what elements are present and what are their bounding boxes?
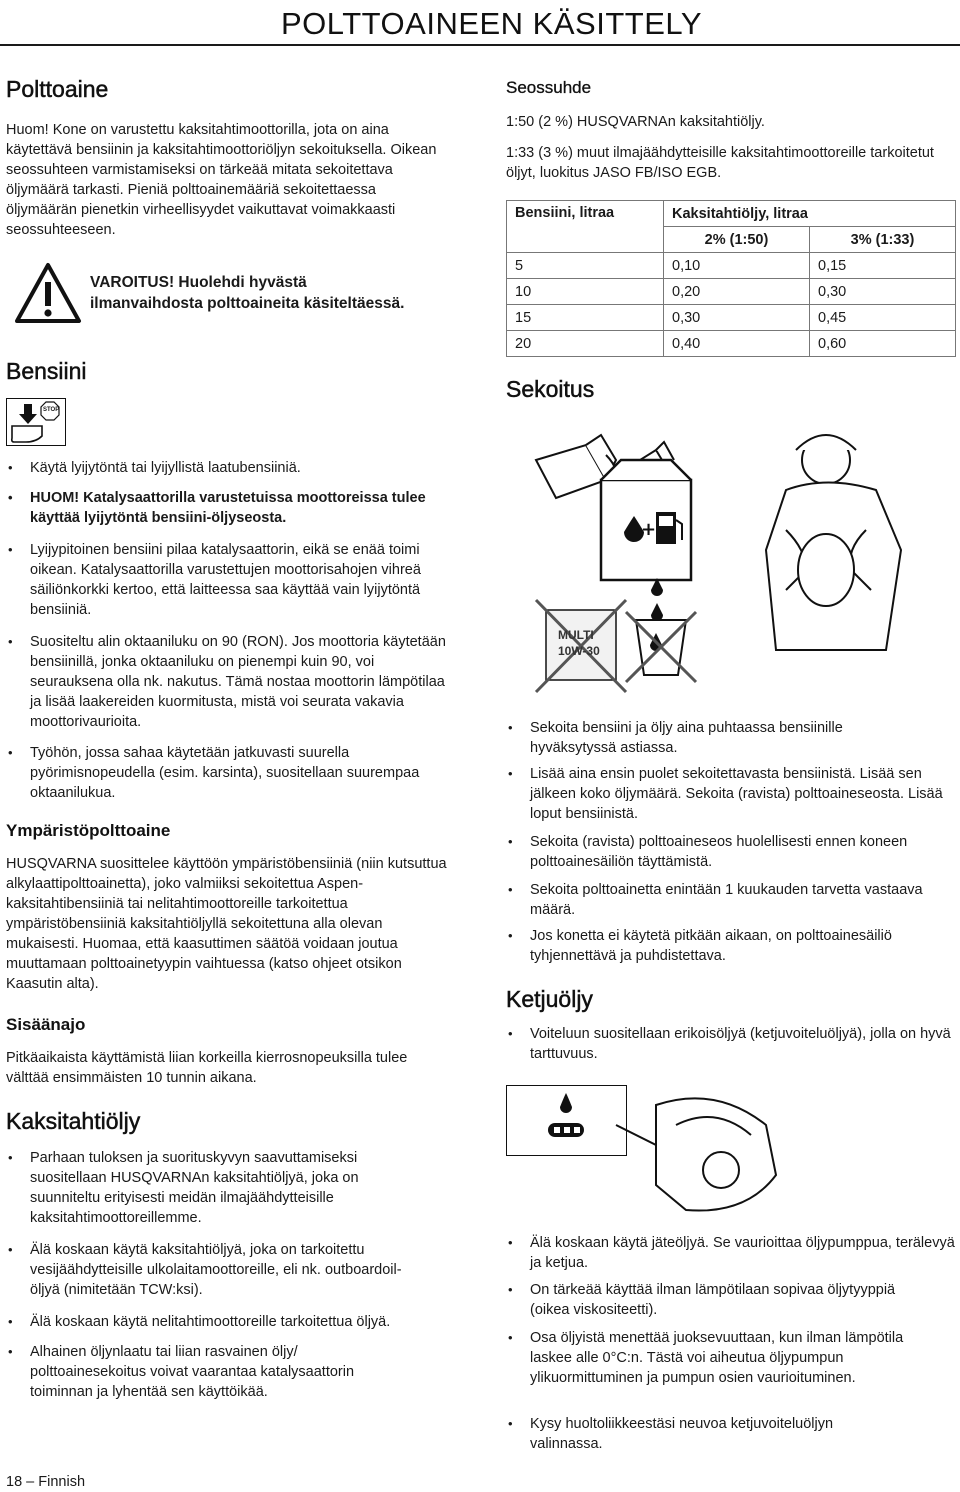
- ketjuoljy-list-3: [506, 1328, 906, 1388]
- table-cell: 0,15: [810, 253, 956, 279]
- left-column: [6, 0, 451, 1492]
- table-cell: 10: [507, 279, 664, 305]
- table-cell: 20: [507, 331, 664, 357]
- list-item: • Suositeltu alin oktaaniluku on 90 (RON). Jos moottoria käytetään bensiinillä, jonka oktaaniluku on pienempi kuin 90, voi seurauksena olla nk. nakutus. Tämä nostaa moottorin lämpötilaa ja lisää laakereiden kuormitusta, mistä voi seurata vakavia moottorivaurioita.: [6, 632, 451, 732]
- footer-language: Finnish: [38, 1474, 86, 1490]
- list-item: • Voiteluun suositellaan erikoisöljyä (ketjuvoiteluöljyä), jolla on hyvä tarttuvuus.: [506, 1024, 956, 1064]
- chainsaw-illustration: [506, 1085, 806, 1225]
- footer-dash: –: [26, 1474, 35, 1490]
- list-item: • Osa öljyistä menettää juoksevuuttaan, kun ilman lämpötila laskee alle 0°C:n. Tästä voi aiheutua öljypumpun ylikuormittuminen ja pumpun osien vaurioituminen.: [506, 1328, 906, 1388]
- kaksitahtioljy-list-4: [6, 1342, 406, 1402]
- bensiini-list-5: [6, 743, 426, 803]
- page-footer: [6, 1474, 85, 1490]
- ymparisto-text: HUSQVARNA suosittelee käyttöön ympäristöbensiiniä (niin kutsuttua alkylaattipolttoainetta), joko valmiiksi sekoitettua Aspen-kaksitahtibensiiniä tai nelitahtimoottoreille tarkoitettua ympäristöbensiiniä kaksitahtiöljyllä sekoitettuna alla olevan mukaisesti. Huomaa, että kaasuttimen säätöä voidaan joutua muuttamaan polttoainetyypin vaihtuessa (katso ohjeet otsikon Kaasutin alta).: [6, 856, 447, 992]
- kaksitahtioljy-list-3: [6, 1312, 451, 1332]
- crossed-bucket-icon: [626, 612, 696, 682]
- chain-oil-icon: [507, 1086, 627, 1156]
- table-subheader-3pct: 3% (1:33): [810, 227, 956, 253]
- list-item: • Älä koskaan käytä jäteöljyä. Se vaurioittaa öljypumppua, terälevyä ja ketjua.: [506, 1233, 956, 1273]
- table-row: [507, 305, 956, 331]
- list-item: • Älä koskaan käytä nelitahtimoottoreille tarkoitettua öljyä.: [6, 1312, 451, 1332]
- seossuhde-heading: Seossuhde: [506, 78, 592, 97]
- table-cell: 0,20: [664, 279, 810, 305]
- sisaanajo-text: Pitkäaikaista käyttämistä liian korkeilla kierrosnopeuksilla tulee välttää ensimmäisten 10 tunnin aikana.: [6, 1050, 408, 1086]
- table-row: [507, 331, 956, 357]
- list-item: • On tärkeää käyttää ilman lämpötilaan sopivaa öljytyyppiä (oikea viskositeetti).: [506, 1280, 936, 1320]
- table-header-bensiini: Bensiini, litraa: [507, 201, 664, 253]
- bensiini-heading: Bensiini: [6, 358, 87, 384]
- list-item: • Kysy huoltoliikkeestäsi neuvoa ketjuvoiteluöljyn valinnassa.: [506, 1414, 906, 1454]
- sekoitus-list-4: [506, 880, 926, 920]
- operator-figure: [766, 435, 901, 650]
- oil-can-label-1: MULTI: [558, 628, 594, 642]
- ketjuoljy-list-4: [506, 1414, 906, 1454]
- table-row: [507, 253, 956, 279]
- table-cell: 0,40: [664, 331, 810, 357]
- list-item: • Käytä lyijytöntä tai lyijyllistä laatubensiiniä.: [6, 458, 451, 478]
- table-cell: 15: [507, 305, 664, 331]
- table-cell: 0,10: [664, 253, 810, 279]
- kaksitahtioljy-list-2: [6, 1240, 416, 1300]
- ymparisto-heading: Ympäristöpolttoaine: [6, 821, 171, 840]
- seossuhde-table: [506, 200, 956, 357]
- table-cell: 5: [507, 253, 664, 279]
- list-item: • Lisää aina ensin puolet sekoitettavasta bensiinistä. Lisää sen jälkeen koko öljymäärä. Sekoita (ravista) polttoaineseosta. Lisää loput bensiinistä.: [506, 764, 956, 824]
- polttoaine-intro: Huom! Kone on varustettu kaksitahtimoottorilla, jota on aina käytettävä bensiinin ja kaksitahtimoottoriöljyn sekoituksella. Oikean seossuhteen varmistamiseksi on tärkeää mitata sekoitettava öljymäärä tarkasti. Pieniä polttoainemääriä sekoitettaessa öljymäärän pienetkin virheellisyydet vaikuttavat voimakkaasti seossuhteeseen.: [6, 122, 437, 238]
- bensiini-list-huom: [6, 488, 451, 528]
- ketjuoljy-list-1: [506, 1233, 956, 1273]
- list-item: • Alhainen öljynlaatu tai liian rasvainen öljy/ polttoainesekoitus voivat vaarantaa katalysaattorin toiminnan ja lyhentää sen käyttöikää.: [6, 1342, 406, 1402]
- warning-triangle-icon: [14, 262, 82, 324]
- table-cell: 0,30: [810, 279, 956, 305]
- bensiini-list-3: [6, 540, 451, 620]
- page-title: POLTTOAINEEN KÄSITTELY: [281, 6, 702, 41]
- ketjuoljy-heading: Ketjuöljy: [506, 986, 593, 1012]
- svg-text:+: +: [641, 519, 657, 540]
- mixing-illustration: [506, 420, 956, 710]
- seossuhde-line-2: 1:33 (3 %) muut ilmajäähdytteisille kaksitahtimoottoreille tarkoitetut öljyt, luokitus JASO FB/ISO EGB.: [506, 145, 934, 181]
- table-cell: 0,60: [810, 331, 956, 357]
- table-row: [507, 279, 956, 305]
- list-item: • HUOM! Katalysaattorilla varustetuissa moottoreissa tulee käyttää lyijytöntä bensiini-öljyseosta.: [6, 488, 451, 528]
- oil-can-label-2: 10W-30: [558, 644, 600, 658]
- page-number: 18: [6, 1474, 23, 1490]
- sekoitus-list-2: [506, 764, 956, 824]
- warning-block: [6, 262, 451, 332]
- kaksitahtioljy-heading: Kaksitahtiöljy: [6, 1108, 141, 1134]
- list-item: • Älä koskaan käytä kaksitahtiöljyä, joka on tarkoitettu vesijäähdytteisille ulkolaitamoottoreille, eli nk. outboardoil-öljyä (nimitetään TCW:ksi).: [6, 1240, 416, 1300]
- list-item: • Sekoita polttoainetta enintään 1 kuukauden tarvetta vastaava määrä.: [506, 880, 926, 920]
- bensiini-list: [6, 458, 451, 478]
- sekoitus-heading: Sekoitus: [506, 376, 595, 402]
- list-item: • Lyijypitoinen bensiini pilaa katalysaattorin, eikä se enää toimi oikean. Katalysaattorilla varustettujen moottorisahojen vihreä säiliönkorkki kertoo, että laitteessa saa käyttää vain lyijytöntä bensiiniä.: [6, 540, 451, 620]
- fuel-stop-icon: [6, 398, 66, 446]
- list-item: • Parhaan tuloksen ja suorituskyvyn saavuttamiseksi suositellaan HUSQVARNAn kaksitahtiöljyä, joka on suunniteltu erityisesti meidän ilmajäähdytteisille kaksitahtimoottoreillemme.: [6, 1148, 426, 1228]
- chainsaw-icon: [616, 1098, 776, 1210]
- list-item: • Sekoita (ravista) polttoaineseos huolellisesti ennen koneen polttoainesäiliön täyttämistä.: [506, 832, 926, 872]
- ketjuoljy-list-top: [506, 1024, 956, 1064]
- kaksitahtioljy-list-1: [6, 1148, 426, 1228]
- sisaanajo-heading: Sisäänajo: [6, 1015, 86, 1034]
- ketjuoljy-list-2: [506, 1280, 936, 1320]
- table-subheader-2pct: 2% (1:50): [664, 227, 810, 253]
- seossuhde-line-1: 1:50 (2 %) HUSQVARNAn kaksitahtiöljy.: [506, 114, 765, 130]
- sekoitus-list-3: [506, 832, 926, 872]
- table-cell: 0,30: [664, 305, 810, 331]
- sekoitus-list-1: [506, 718, 926, 758]
- right-column: [506, 0, 956, 1492]
- table-cell: 0,45: [810, 305, 956, 331]
- bensiini-list-4: [6, 632, 451, 732]
- sekoitus-list-5: [506, 926, 956, 966]
- polttoaine-heading: Polttoaine: [6, 76, 109, 102]
- list-item: • Työhön, jossa sahaa käytetään jatkuvasti suurella pyörimisnopeudella (esim. karsinta), suositellaan suurempaa oktaanilukua.: [6, 743, 426, 803]
- stop-label: STOP: [43, 407, 60, 413]
- table-header-oljy: Kaksitahtiöljy, litraa: [664, 201, 956, 227]
- list-item: • Sekoita bensiini ja öljy aina puhtaassa bensiinille hyväksytyssä astiassa.: [506, 718, 926, 758]
- warning-line-2: ilmanvaihdosta polttoaineita käsiteltäessä.: [90, 295, 405, 312]
- warning-line-1: VAROITUS! Huolehdi hyvästä: [90, 274, 307, 291]
- list-item: • Jos konetta ei käytetä pitkään aikaan, on polttoainesäiliö tyhjennettävä ja puhdistettava.: [506, 926, 956, 966]
